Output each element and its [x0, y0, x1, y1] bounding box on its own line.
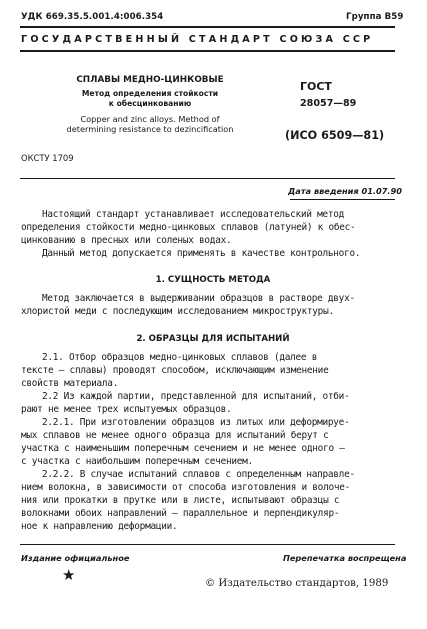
section-2-line: тексте — сплавы) проводят способом, исключающим изменение	[21, 365, 329, 376]
intro-line: цинкованию в пресных или соленых водах.	[21, 235, 232, 246]
title-rule	[20, 178, 395, 179]
section-1-heading: 1. СУЩНОСТЬ МЕТОДА	[155, 275, 271, 285]
reprint-prohibited-label: Перепечатка воспрещена	[283, 553, 407, 563]
gost-number: 28057—89	[300, 98, 357, 109]
section-1-line: Метод заключается в выдерживании образцов в растворе двух-	[42, 293, 355, 304]
iso-number: (ИСО 6509—81)	[285, 129, 385, 142]
effective-date: Дата введения 01.07.90	[288, 186, 402, 196]
publisher-line: © Издательство стандартов, 1989	[205, 578, 389, 589]
okstu-code: ОКСТУ 1709	[21, 153, 74, 163]
section-2-line: рают не менее трех испытуемых образцов.	[21, 404, 232, 415]
udc-code: УДК 669.35.5.001.4:006.354	[21, 12, 164, 22]
official-edition-label: Издание официальное	[21, 553, 130, 563]
section-2-line: нием волокна, в зависимости от способа изготовления и волоче-	[21, 482, 351, 493]
document-title-en-1: Copper and zinc alloys. Method of	[80, 114, 220, 124]
section-2-line: 2.2 Из каждой партии, представленной для испытаний, отби-	[42, 391, 350, 402]
document-subtitle-ru-2: к обесцинкованию	[108, 99, 192, 108]
star-icon: ★	[62, 566, 76, 584]
header-rule-bottom	[20, 50, 395, 52]
state-standard-banner: ГОСУДАРСТВЕННЫЙ СТАНДАРТ СОЮЗА ССР	[21, 34, 374, 45]
intro-line: Данный метод допускается применять в качестве контрольного.	[42, 248, 361, 259]
gost-label: ГОСТ	[300, 80, 332, 93]
header-rule-top	[20, 26, 395, 28]
section-2-line: участка с наименьшим поперечным сечением и не менее одного —	[21, 443, 345, 454]
section-2-line: свойств материала.	[21, 378, 119, 389]
document-title-en-2: determining resistance to dezincification	[66, 124, 234, 134]
effective-date-underline	[290, 199, 395, 200]
section-2-line: с участка с наибольшим поперечным сечением.	[21, 456, 253, 467]
document-title-ru: СПЛАВЫ МЕДНО-ЦИНКОВЫЕ	[76, 75, 224, 85]
section-2-line: волокнами обоих направлений — параллельное и перпендикуляр-	[21, 508, 340, 519]
group-code: Группа В59	[346, 12, 404, 22]
section-2-heading: 2. ОБРАЗЦЫ ДЛЯ ИСПЫТАНИЙ	[136, 334, 290, 344]
section-1-line: хлористой меди с последующим исследованием микроструктуры.	[21, 306, 334, 317]
footer-rule	[20, 544, 395, 545]
intro-line: Настоящий стандарт устанавливает исследовательский метод	[42, 209, 345, 220]
section-2-line: 2.1. Отбор образцов медно-цинковых сплавов (далее в	[42, 352, 318, 363]
document-subtitle-ru-1: Метод определения стойкости	[81, 89, 219, 98]
intro-line: определения стойкости медно-цинковых сплавов (латуней) к обес-	[21, 222, 356, 233]
section-2-line: 2.2.1. При изготовлении образцов из литых или деформируе-	[42, 417, 350, 428]
section-2-line: ное к направлению деформации.	[21, 521, 178, 532]
section-2-line: ния или прокатки в прутке или в листе, испытывают образцы с	[21, 495, 340, 506]
section-2-line: 2.2.2. В случае испытаний сплавов с определенным направле-	[42, 469, 355, 480]
section-2-line: мых сплавов не менее одного образца для испытаний берут с	[21, 430, 329, 441]
